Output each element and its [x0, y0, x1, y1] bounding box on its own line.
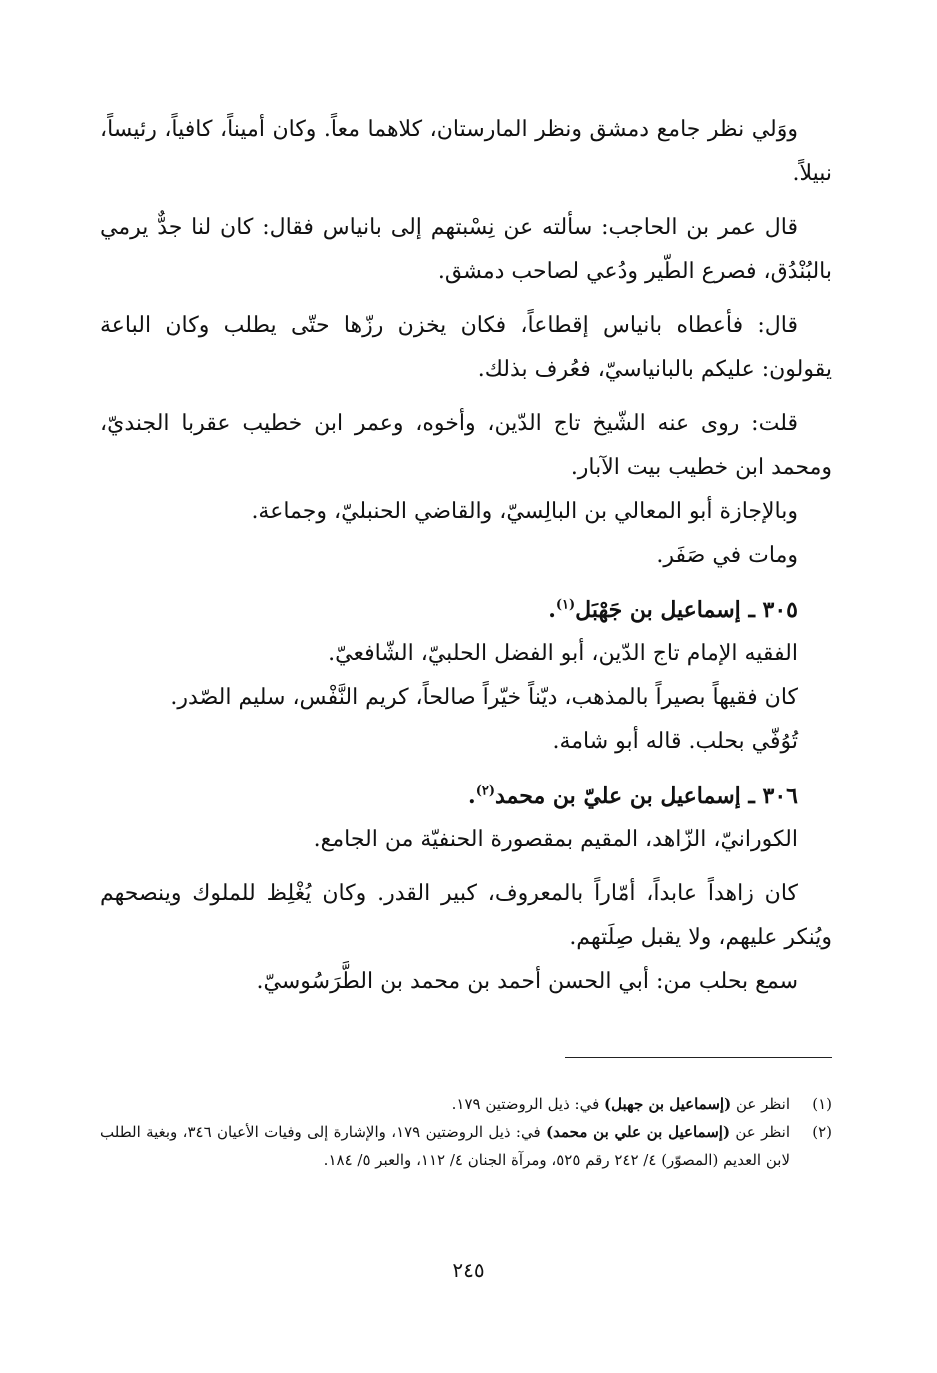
paragraph: قال عمر بن الحاجب: سألته عن نِسْبتهم إلى بانياس فقال: كان لنا جدٌّ يرمي بالبُنْدُق، فصرع الطّير ودُعي لصاحب دمشق. — [100, 215, 832, 284]
footnote-sources: في: ذيل الروضتين ١٧٩. — [451, 1095, 605, 1113]
footnote-text — [100, 1090, 790, 1118]
paragraph: وبالإجازة أبو المعالي بن البالِسيّ، والقاضي الحنبليّ، وجماعة. — [251, 499, 798, 524]
footnote-subject: (إسماعيل بن جهبل) — [604, 1095, 732, 1113]
main-text — [100, 108, 832, 1004]
entry-title: ٣٠٥ ـ إسماعيل بن جَهْبَل — [575, 597, 798, 623]
footnote-prefix: انظر عن — [731, 1095, 790, 1113]
footnote-number: (٢) — [812, 1123, 832, 1141]
heading-period: . — [548, 597, 556, 623]
entry-line: الكورانيّ، الزّاهد، المقيم بمقصورة الحنفيّة من الجامع. — [313, 827, 798, 852]
footnote-ref: (٢) — [475, 783, 495, 799]
paragraph: ومات في صَفَر. — [656, 543, 798, 568]
footnote — [100, 1090, 832, 1118]
footnote-sources: في: ذيل الروضتين ١٧٩، والإشارة إلى وفيات الأعيان ٣٤٦، وبغية الطلب لابن العديم (المصوّر) ٤/ ٢٤٢ رقم ٥٢٥، ومرآة الجنان ٤/ ١١٢، والعبر ٥/ ١٨٤. — [100, 1123, 790, 1169]
heading-period: . — [468, 783, 476, 809]
paragraph: قال: فأعطاه بانياس إقطاعاً، فكان يخزن رزّها حتّى يطلب وكان الباعة يقولون: عليكم بالبانياسيّ، فعُرف بذلك. — [100, 313, 832, 382]
entry-line: كان فقيهاً بصيراً بالمذهب، ديّناً خيّراً صالحاً، كريم النَّفْس، سليم الصّدر. — [170, 685, 798, 710]
entry-line: الفقيه الإمام تاج الدّين، أبو الفضل الحلبيّ، الشّافعيّ. — [328, 641, 798, 666]
paragraph: ووَلي نظر جامع دمشق ونظر المارستان، كلاهما معاً. وكان أميناً، كافياً، رئيساً، نبيلاً. — [100, 117, 832, 186]
entry-line: سمع بحلب من: أبي الحسن أحمد بن محمد بن الطَّرَسُوسيّ. — [256, 969, 798, 994]
entry-heading — [100, 588, 832, 632]
footnote-ref: (١) — [555, 597, 576, 613]
footnote-subject: (إسماعيل بن علي بن محمد) — [546, 1123, 731, 1141]
entry-heading — [100, 774, 832, 818]
paragraph: قلت: روى عنه الشّيخ تاج الدّين، وأخوه، وعمر ابن خطيب عقربا الجنديّ، ومحمد ابن خطيب بيت الآبار. — [100, 411, 832, 480]
footnote-prefix: انظر عن — [730, 1123, 791, 1141]
entry-title: ٣٠٦ ـ إسماعيل بن عليّ بن محمد — [495, 783, 798, 809]
footnote-number: (١) — [812, 1095, 832, 1113]
footnote — [100, 1118, 832, 1174]
footnotes — [100, 1090, 832, 1174]
footnote-divider — [565, 1057, 832, 1058]
entry-line: تُوُفّي بحلب. قاله أبو شامة. — [552, 729, 798, 754]
footnote-text — [100, 1118, 790, 1174]
entry-line: كان زاهداً عابداً، أمّاراً بالمعروف، كبير القدر. وكان يُغْلِظ للملوك وينصحهم ويُنكر عليهم، ولا يقبل صِلَتهم. — [100, 881, 832, 950]
page-number: ٢٤٥ — [452, 1258, 485, 1282]
